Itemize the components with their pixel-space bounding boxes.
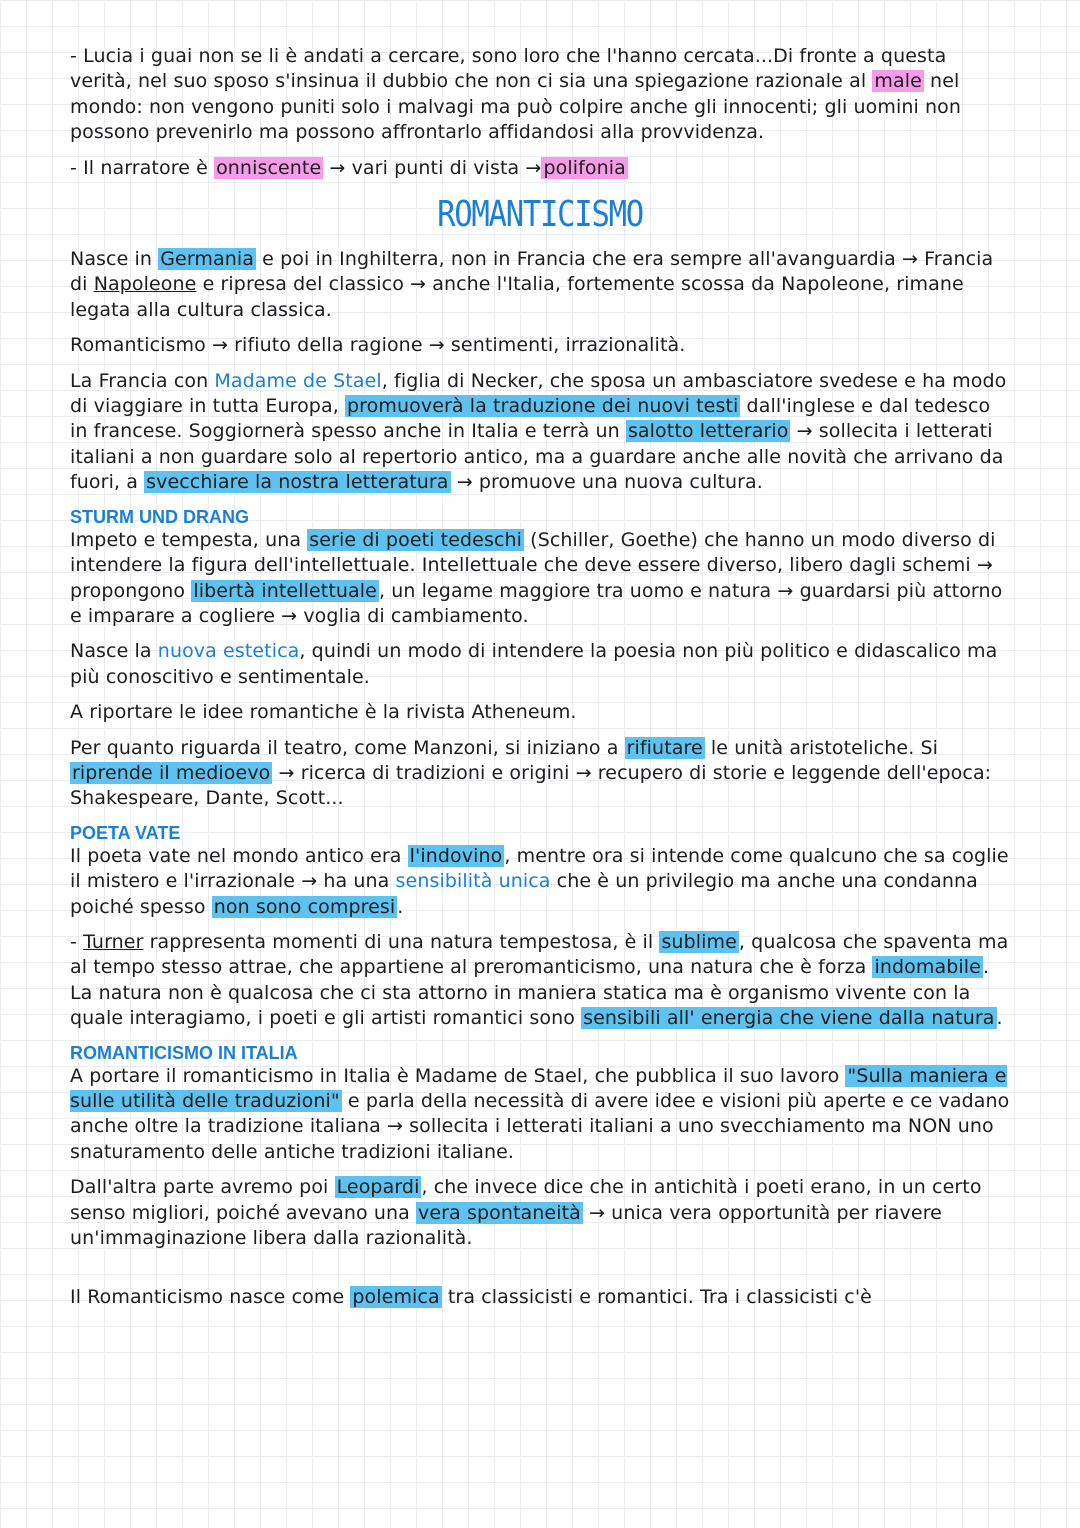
highlight-onniscente: onniscente xyxy=(216,156,322,179)
text: le unità aristoteliche. Si xyxy=(704,736,939,759)
text: , mentre ora si intende come qualcuno che sa coglie il mistero e l'irrazionale → ha una xyxy=(70,844,1009,893)
paragraph-teatro xyxy=(70,736,1010,812)
page-title: ROMANTICISMO xyxy=(437,194,643,236)
highlight-male: male xyxy=(874,70,922,93)
text: . xyxy=(996,1007,1003,1030)
text: Impeto e tempesta, una xyxy=(70,528,308,551)
text: - Lucia i guai non se li è andati a cercare, sono loro che l'hanno cercata...Di fronte a questa verità, nel suo sposo s'insinua il dubbio che non ci sia una spiegazione razionale al xyxy=(70,45,947,93)
spacer xyxy=(70,1261,1010,1285)
text: e ripresa del classico → anche l'Italia, fortemente scossa da Napoleone, rimane legata alla cultura classica. xyxy=(70,273,964,321)
section-heading-vate: POETA VATE xyxy=(70,822,181,843)
text: (Schiller, Goethe) che hanno un modo diverso di intendere la figura dell'intellettuale. Intellettuale che deve essere diverso, libero dagli schemi → propongono xyxy=(70,528,996,602)
highlight-germania: Germania xyxy=(160,248,255,271)
blue-text-estetica: nuova estetica xyxy=(157,640,300,663)
text: . La natura non è qualcosa che ci sta attorno in maniera statica ma è organismo vivente con la quale interagiamo, i poeti e gli artisti romantici sono xyxy=(70,956,990,1030)
text: nel mondo: non vengono puniti solo i malvagi ma può colpire anche gli innocenti; gli uomini non possono prevenirlo ma possono affrontarlo affidandosi alla provvidenza. xyxy=(70,70,962,144)
section-heading-italia: ROMANTICISMO IN ITALIA xyxy=(70,1042,298,1063)
text: , qualcosa che spaventa ma al tempo stesso attrae, che appartiene al preromanticismo, una natura che è forza xyxy=(70,930,1009,979)
text: → promuove una nuova cultura. xyxy=(450,471,763,494)
highlight-polifonia: polifonia xyxy=(543,156,626,179)
text: tra classicisti e romantici. Tra i classicisti c'è xyxy=(441,1286,872,1309)
text: Il Romanticismo nasce come xyxy=(70,1286,351,1309)
paragraph-atheneum: A riportare le idee romantiche è la rivista Atheneum. xyxy=(70,701,577,724)
highlight-medioevo: riprende il medioevo xyxy=(72,761,271,784)
text: , quindi un modo di intendere la poesia non più politico e didascalico ma più conoscitivo e sentimentale. xyxy=(70,640,998,688)
text: che è un privilegio ma anche una condanna poiché spesso xyxy=(70,870,978,918)
text: Dall'altra parte avremo poi xyxy=(70,1176,335,1199)
highlight-traduzioni-title: "Sulla maniera e sulle utilità delle traduzioni" xyxy=(70,1064,1007,1112)
highlight-indomabile: indomabile xyxy=(874,956,981,979)
highlight-polemica: polemica xyxy=(352,1286,440,1309)
blue-text-stael: Madame de Stael xyxy=(214,369,382,392)
paragraph-rifiuto-ragione: Romanticismo → rifiuto della ragione → sentimenti, irrazionalità. xyxy=(70,334,686,357)
highlight-salotto: salotto letterario xyxy=(627,420,789,443)
text: La Francia con xyxy=(70,369,215,392)
text: → ricerca di tradizioni e origini → recupero di storie e leggende dell'epoca: Shakespeare, Dante, Scott... xyxy=(70,761,992,810)
section-heading-sturm: STURM UND DRANG xyxy=(70,506,249,527)
text: - xyxy=(70,930,84,953)
text: Per quanto riguarda il teatro, come Manzoni, si iniziano a xyxy=(70,736,625,759)
notes-page xyxy=(70,44,1010,1321)
text: A portare il romanticismo in Italia è Madame de Stael, che pubblica il suo lavoro xyxy=(70,1064,846,1087)
text: . xyxy=(397,895,404,918)
text: , figlia di Necker, che sposa un ambasciatore svedese e ha modo di viaggiare in tutta Europa, xyxy=(70,369,1007,418)
text: → vari punti di vista → xyxy=(323,156,542,179)
highlight-traduzione: promuoverà la traduzione dei nuovi testi xyxy=(347,395,739,418)
text: rappresenta momenti di una natura tempestosa, è il xyxy=(143,930,660,953)
highlight-svecchiare: svecchiare la nostra letteratura xyxy=(146,471,449,494)
paragraph-narratore xyxy=(70,156,1010,181)
highlight-liberta: libertà intellettuale xyxy=(193,579,377,602)
paragraph-leopardi xyxy=(70,1175,1010,1251)
text: e parla della necessità di avere idee e visioni più aperte e ce vadano anche oltre la tradizione italiana → sollecita i letterati italiani a uno svecchiamento ma NON uno snaturamento delle antiche tradizioni italiane. xyxy=(70,1090,1010,1163)
blue-text-sensibilita: sensibilità unica xyxy=(395,870,551,893)
text: , che invece dice che in antichità i poeti erano, in un certo senso migliori, poiché avevano una xyxy=(70,1176,982,1224)
highlight-indovino: l'indovino xyxy=(409,844,503,867)
paragraph-turner xyxy=(70,930,1010,1032)
highlight-poeti-tedeschi: serie di poeti tedeschi xyxy=(309,528,523,551)
paragraph-polemica xyxy=(70,1285,1010,1310)
highlight-rifiutare: rifiutare xyxy=(626,736,703,759)
text: e poi in Inghilterra, non in Francia che era sempre all'avanguardia → Francia di xyxy=(70,248,994,296)
paragraph-italia xyxy=(70,1064,1010,1166)
highlight-non-compresi: non sono compresi xyxy=(213,895,396,918)
text: → unica vera opportunità per riavere un'immaginazione libera dalla razionalità. xyxy=(70,1201,942,1250)
underline-turner: Turner xyxy=(83,930,144,953)
text: Nasce la xyxy=(70,640,158,663)
paragraph-vate xyxy=(70,844,1010,920)
highlight-leopardi: Leopardi xyxy=(336,1176,420,1199)
text: - Il narratore è xyxy=(70,156,215,179)
paragraph-estetica xyxy=(70,639,1010,690)
highlight-spontaneita: vera spontaneità xyxy=(418,1201,581,1224)
highlight-energia: sensibili all' energia che viene dalla natura xyxy=(583,1007,995,1030)
paragraph-stael xyxy=(70,369,1010,496)
paragraph-nascita xyxy=(70,247,1010,323)
text: → sollecita i letterati italiani a non guardare solo al repertorio antico, ma a guardare anche alle novità che arrivano da fuori, a xyxy=(70,420,1004,494)
paragraph-lucia xyxy=(70,44,1010,146)
highlight-sublime: sublime xyxy=(661,930,737,953)
text: , un legame maggiore tra uomo e natura → guardarsi più attorno e imparare a cogliere → voglia di cambiamento. xyxy=(70,579,1003,627)
paragraph-sturm xyxy=(70,528,1010,630)
text: Nasce in xyxy=(70,248,159,271)
underline-napoleone: Napoleone xyxy=(93,273,197,296)
text: Il poeta vate nel mondo antico era xyxy=(70,844,408,867)
text: dall'inglese e dal tedesco in francese. Soggiornerà spesso anche in Italia e terrà un xyxy=(70,395,991,443)
